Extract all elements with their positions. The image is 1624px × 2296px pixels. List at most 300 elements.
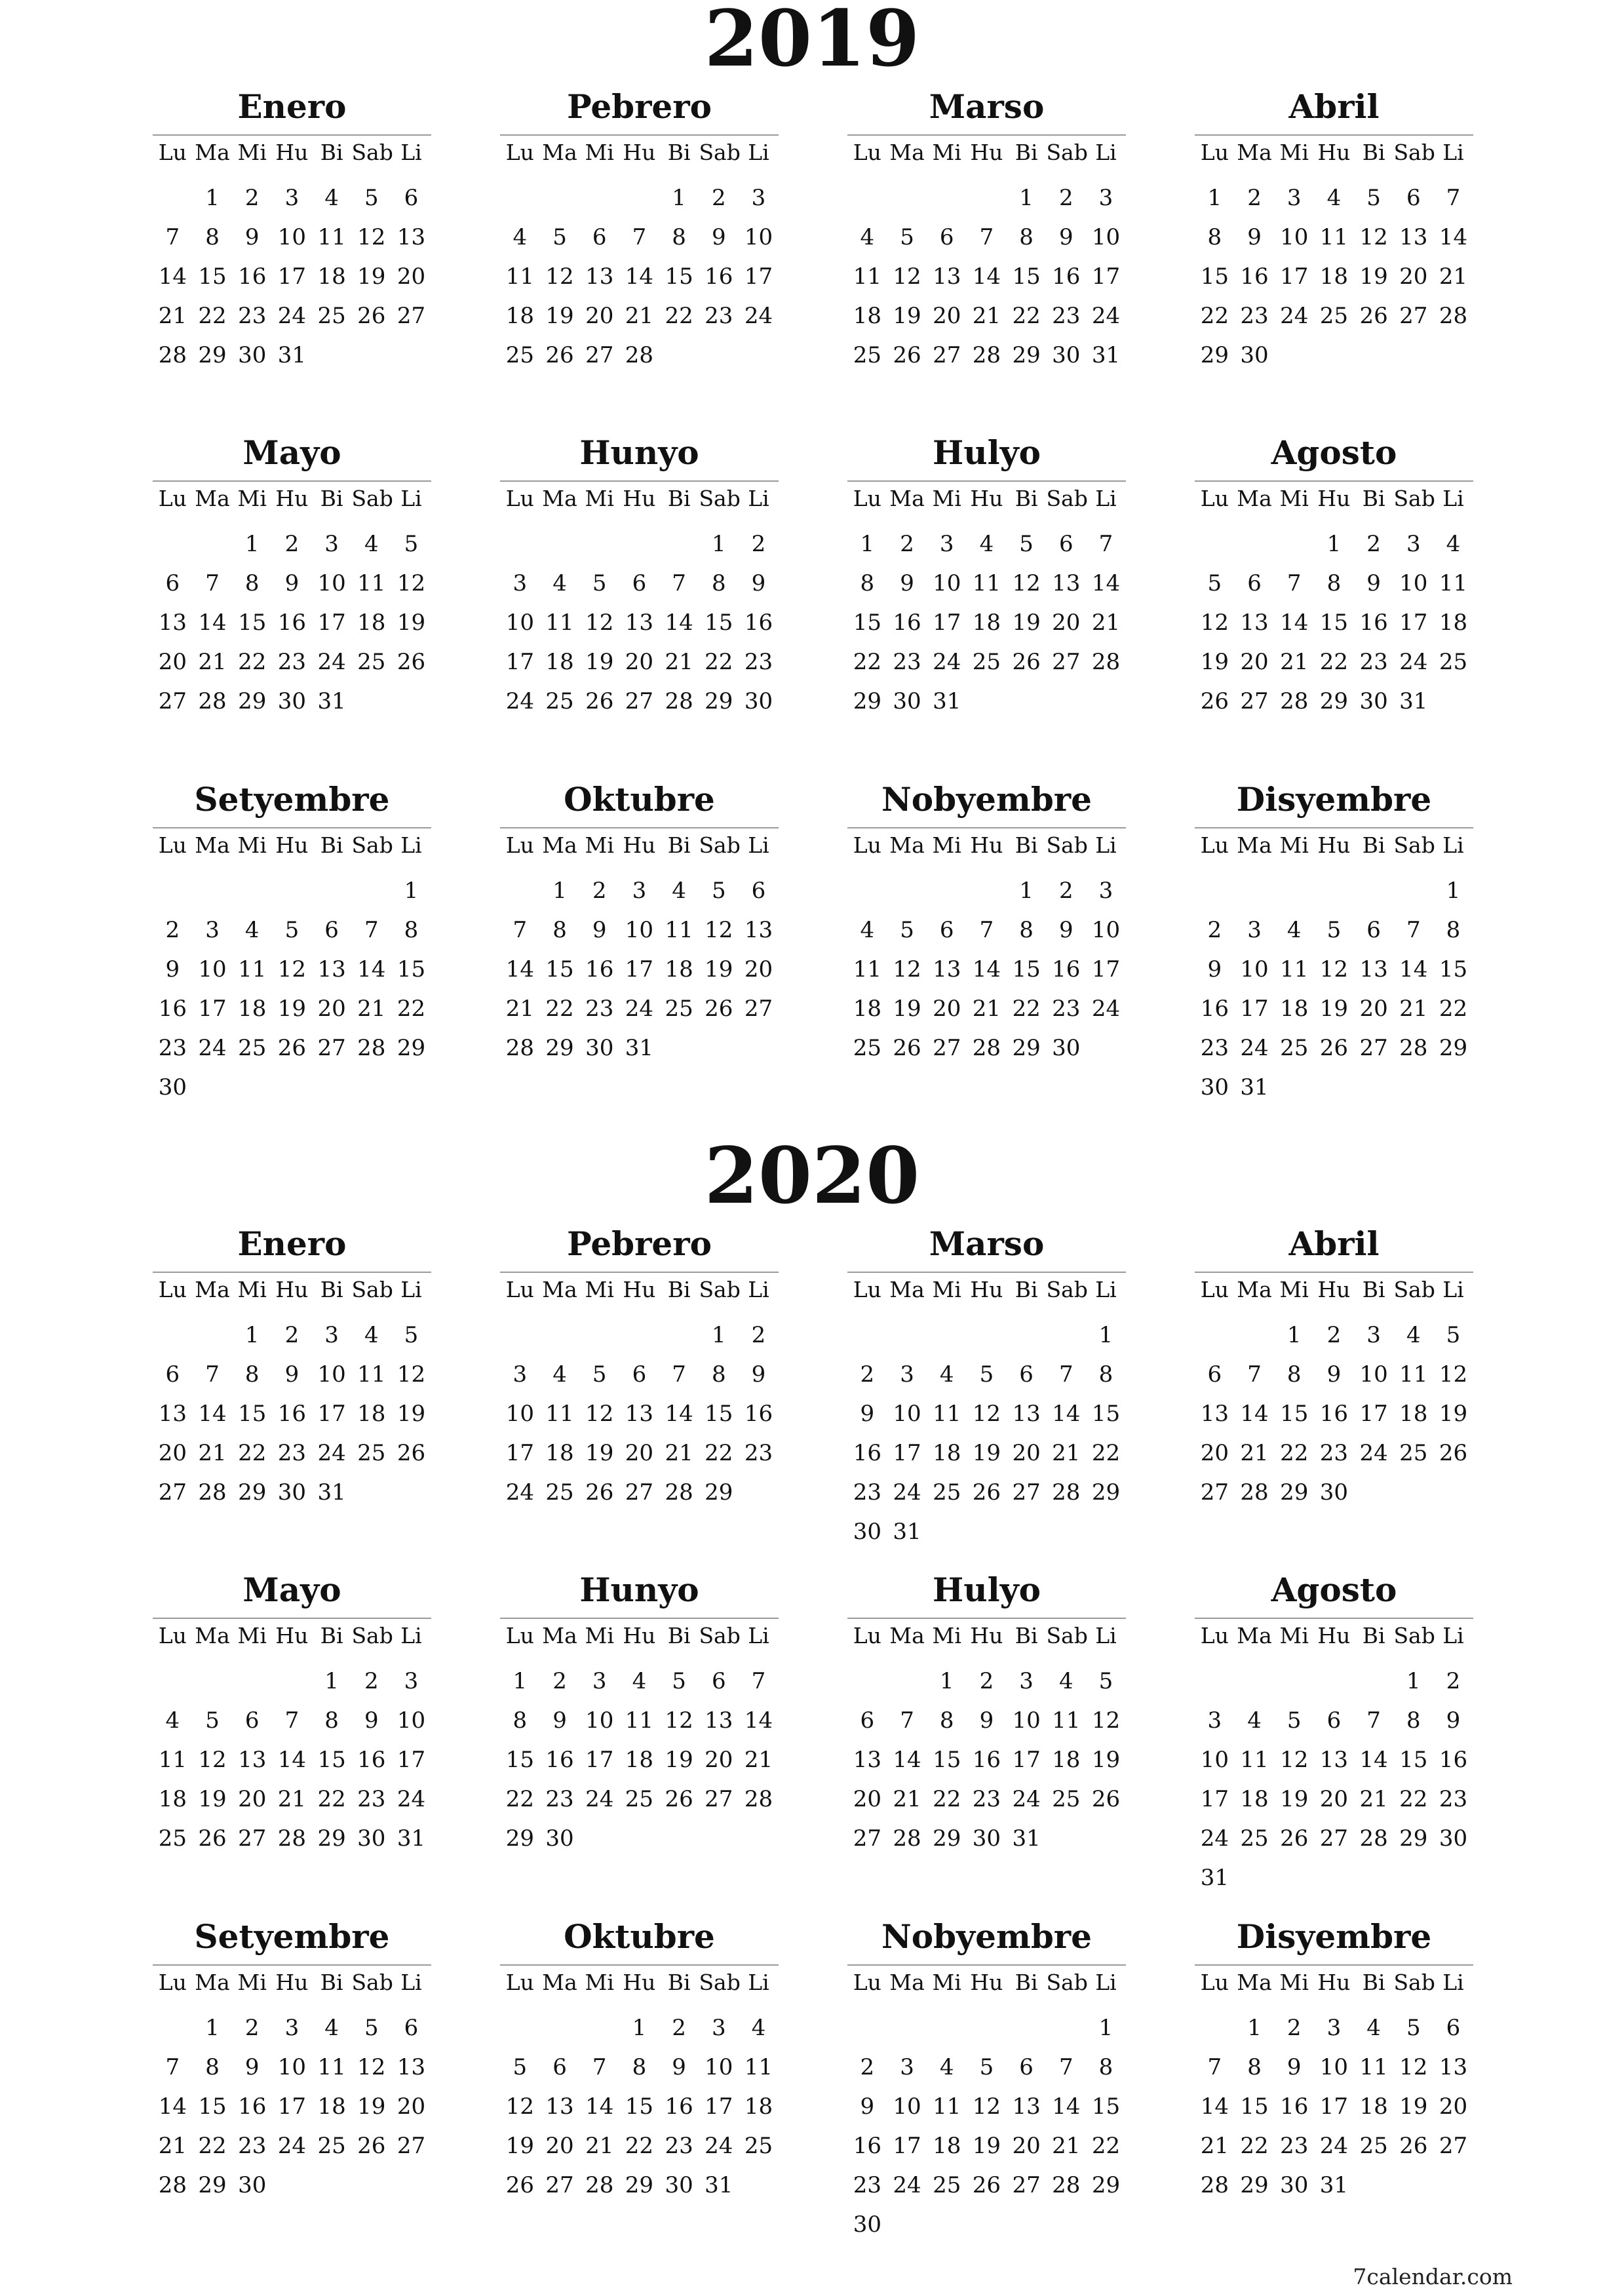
day-cell: 17: [1240, 996, 1269, 1022]
day-cell: 31: [1012, 1825, 1041, 1852]
day-cell: 10: [705, 2054, 733, 2080]
day-cell: 15: [1200, 263, 1229, 290]
month-divider: [500, 1618, 779, 1619]
day-cell: 17: [396, 1747, 426, 1773]
day-cell: 7: [165, 2054, 180, 2080]
day-cell: 19: [1319, 996, 1349, 1022]
day-cell: 22: [1319, 649, 1349, 675]
day-cell: 5: [711, 878, 726, 904]
day-cell: 22: [198, 2133, 227, 2159]
day-grid: [1195, 2008, 1473, 2205]
month-divider: [847, 134, 1126, 136]
empty-cell: [579, 2008, 619, 2048]
empty-cell: [1354, 1662, 1394, 1701]
day-cell: 8: [1019, 917, 1034, 943]
day-cell: 6: [1326, 1707, 1342, 1734]
weekday-header: Lu: [853, 486, 881, 511]
day-cell: 29: [1439, 1035, 1468, 1061]
day-cell: 23: [277, 649, 307, 675]
weekday-header: Hu: [623, 832, 656, 858]
day-cell: 16: [893, 610, 921, 636]
empty-cell: [1195, 1315, 1235, 1355]
day-cell: 19: [545, 303, 574, 329]
empty-cell: [272, 871, 312, 910]
day-cell: 10: [505, 610, 534, 636]
weekday-header: Bi: [1015, 832, 1038, 858]
day-cell: 18: [1439, 610, 1468, 636]
day-cell: 8: [205, 2054, 220, 2080]
day-cell: 24: [1012, 1786, 1041, 1812]
weekday-header: Ma: [195, 1623, 230, 1648]
day-cell: 13: [1240, 610, 1269, 636]
day-cell: 10: [625, 917, 654, 943]
day-cell: 8: [244, 570, 260, 596]
month-name: Agosto: [1271, 433, 1397, 472]
weekday-header: Mi: [585, 1623, 614, 1648]
day-cell: 2: [592, 878, 607, 904]
day-cell: 12: [357, 224, 386, 250]
day-cell: 27: [1240, 688, 1269, 714]
day-cell: 16: [744, 610, 773, 636]
day-cell: 15: [1012, 956, 1041, 983]
day-cell: 10: [893, 1401, 921, 1427]
day-cell: 8: [1326, 570, 1342, 596]
day-cell: 28: [625, 342, 654, 368]
day-cell: 27: [585, 342, 614, 368]
day-cell: 20: [744, 956, 773, 983]
day-grid: [500, 524, 779, 721]
day-cell: 16: [1280, 2093, 1309, 2120]
day-cell: 11: [1319, 224, 1349, 250]
day-cell: 24: [1200, 1825, 1229, 1852]
day-cell: 2: [364, 1668, 379, 1694]
day-cell: 31: [1200, 1865, 1229, 1891]
day-cell: 21: [1240, 1440, 1269, 1466]
weekday-header: Ma: [542, 140, 577, 165]
day-cell: 6: [939, 917, 954, 943]
day-cell: 8: [1446, 917, 1461, 943]
weekday-header: Li: [400, 1623, 422, 1648]
weekday-header-row: [847, 1277, 1126, 1303]
empty-cell: [500, 1315, 540, 1355]
day-cell: 6: [711, 1668, 726, 1694]
month-name: Disyembre: [1236, 1917, 1432, 1956]
empty-cell: [193, 524, 233, 564]
day-cell: 3: [900, 1361, 914, 1388]
day-cell: 12: [396, 570, 426, 596]
weekday-header: Mi: [585, 832, 614, 858]
day-cell: 3: [632, 878, 647, 904]
weekday-header-row: [1195, 832, 1473, 859]
day-cell: 5: [900, 917, 914, 943]
day-cell: 29: [705, 1479, 733, 1506]
day-cell: 14: [665, 610, 693, 636]
day-cell: 30: [585, 1035, 614, 1061]
day-cell: 16: [665, 2093, 693, 2120]
weekday-header: Mi: [237, 832, 267, 858]
month-divider: [500, 480, 779, 482]
day-cell: 14: [1091, 570, 1121, 596]
day-cell: 10: [1359, 1361, 1388, 1388]
day-cell: 30: [1359, 688, 1388, 714]
day-cell: 10: [277, 2054, 307, 2080]
empty-cell: [847, 1315, 887, 1355]
month-name: Setyembre: [194, 780, 390, 819]
weekday-header: Lu: [853, 140, 881, 165]
weekday-header: Li: [748, 1970, 769, 1995]
day-cell: 10: [893, 2093, 921, 2120]
day-cell: 8: [939, 1707, 954, 1734]
day-cell: 27: [1052, 649, 1081, 675]
day-cell: 6: [1247, 570, 1262, 596]
day-cell: 6: [404, 2015, 419, 2041]
day-cell: 11: [933, 2093, 961, 2120]
day-cell: 8: [632, 2054, 647, 2080]
day-cell: 15: [1091, 2093, 1121, 2120]
day-cell: 30: [893, 688, 921, 714]
weekday-header-row: [1195, 486, 1473, 512]
day-cell: 6: [1019, 2054, 1034, 2080]
day-cell: 20: [1240, 649, 1269, 675]
day-cell: 9: [1247, 224, 1262, 250]
day-cell: 27: [396, 303, 426, 329]
weekday-header: Ma: [195, 832, 230, 858]
weekday-header: Bi: [320, 1970, 343, 1995]
day-cell: 20: [705, 1747, 733, 1773]
day-cell: 29: [853, 688, 881, 714]
day-cell: 18: [933, 2133, 961, 2159]
weekday-header: Ma: [889, 486, 925, 511]
day-cell: 22: [705, 1440, 733, 1466]
empty-cell: [153, 1662, 193, 1701]
day-cell: 10: [317, 570, 346, 596]
day-cell: 12: [357, 2054, 386, 2080]
day-grid: [153, 1662, 431, 1858]
day-cell: 19: [972, 1440, 1001, 1466]
day-cell: 26: [585, 1479, 614, 1506]
day-cell: 1: [1019, 185, 1034, 211]
site-credit[interactable]: 7calendar.com: [1353, 2264, 1513, 2289]
day-cell: 15: [317, 1747, 346, 1773]
day-cell: 18: [853, 303, 881, 329]
weekday-header-row: [1195, 1623, 1473, 1649]
day-cell: 4: [512, 224, 528, 250]
weekday-header: Sab: [1046, 1277, 1088, 1302]
empty-cell: [619, 1315, 659, 1355]
day-cell: 25: [853, 1035, 881, 1061]
month-name: Marso: [929, 1224, 1045, 1263]
day-cell: 25: [1052, 1786, 1081, 1812]
day-cell: 19: [705, 956, 733, 983]
day-cell: 1: [1098, 2015, 1113, 2041]
day-cell: 6: [165, 1361, 180, 1388]
day-cell: 1: [1019, 878, 1034, 904]
day-cell: 22: [853, 649, 881, 675]
empty-cell: [579, 178, 619, 218]
day-cell: 13: [238, 1747, 267, 1773]
day-cell: 11: [1052, 1707, 1081, 1734]
day-cell: 10: [1091, 917, 1121, 943]
empty-cell: [1195, 1662, 1235, 1701]
day-cell: 25: [505, 342, 534, 368]
day-cell: 27: [158, 1479, 187, 1506]
weekday-header-row: [153, 832, 431, 859]
day-cell: 14: [972, 956, 1001, 983]
day-cell: 28: [277, 1825, 307, 1852]
day-cell: 5: [592, 1361, 607, 1388]
weekday-header-row: [1195, 1970, 1473, 1996]
weekday-header: Li: [748, 1623, 769, 1648]
day-cell: 9: [1366, 570, 1381, 596]
day-cell: 2: [1286, 2015, 1302, 2041]
weekday-header: Bi: [1015, 140, 1038, 165]
weekday-header: Ma: [195, 1970, 230, 1995]
month-divider: [847, 827, 1126, 828]
day-cell: 26: [585, 688, 614, 714]
day-cell: 5: [1406, 2015, 1421, 2041]
day-cell: 18: [357, 610, 386, 636]
day-cell: 4: [939, 1361, 954, 1388]
day-cell: 15: [1240, 2093, 1269, 2120]
day-cell: 7: [1058, 2054, 1073, 2080]
day-cell: 21: [158, 2133, 187, 2159]
day-cell: 13: [1439, 2054, 1468, 2080]
day-cell: 4: [324, 185, 339, 211]
day-cell: 11: [357, 1361, 386, 1388]
day-cell: 30: [665, 2172, 693, 2198]
day-cell: 12: [585, 610, 614, 636]
weekday-header: Bi: [667, 1623, 691, 1648]
day-cell: 7: [979, 224, 994, 250]
weekday-header: Ma: [542, 1970, 577, 1995]
day-cell: 2: [860, 2054, 875, 2080]
day-cell: 23: [1240, 303, 1269, 329]
day-cell: 5: [512, 2054, 528, 2080]
day-cell: 31: [625, 1035, 654, 1061]
day-cell: 22: [933, 1786, 961, 1812]
day-cell: 22: [198, 303, 227, 329]
weekday-header: Hu: [970, 1277, 1003, 1302]
day-cell: 5: [404, 531, 419, 557]
day-cell: 21: [198, 1440, 227, 1466]
day-cell: 6: [165, 570, 180, 596]
day-cell: 24: [705, 2133, 733, 2159]
day-cell: 29: [198, 342, 227, 368]
weekday-header: Li: [400, 140, 422, 165]
day-cell: 25: [933, 1479, 961, 1506]
day-cell: 4: [364, 1322, 379, 1348]
day-cell: 26: [505, 2172, 534, 2198]
day-cell: 10: [744, 224, 773, 250]
day-grid: [1195, 1662, 1473, 1897]
day-cell: 1: [1207, 185, 1222, 211]
weekday-header: Sab: [351, 832, 393, 858]
day-cell: 20: [238, 1786, 267, 1812]
day-cell: 29: [1319, 688, 1349, 714]
day-cell: 14: [1200, 2093, 1229, 2120]
day-cell: 17: [1200, 1786, 1229, 1812]
month-divider: [153, 480, 431, 482]
day-cell: 18: [1319, 263, 1349, 290]
day-grid: [847, 1662, 1126, 1858]
day-cell: 21: [893, 1786, 921, 1812]
empty-cell: [847, 178, 887, 218]
weekday-header: Hu: [623, 1623, 656, 1648]
weekday-header: Mi: [1279, 1277, 1309, 1302]
weekday-header: Sab: [699, 832, 741, 858]
day-cell: 2: [165, 917, 180, 943]
day-cell: 17: [317, 610, 346, 636]
month-name: Oktubre: [564, 1917, 715, 1956]
day-grid: [153, 1315, 431, 1512]
weekday-header: Sab: [699, 140, 741, 165]
day-cell: 9: [1446, 1707, 1461, 1734]
day-cell: 16: [1439, 1747, 1468, 1773]
day-cell: 25: [1280, 1035, 1309, 1061]
day-cell: 23: [238, 2133, 267, 2159]
empty-cell: [887, 1315, 927, 1355]
day-cell: 1: [672, 185, 686, 211]
weekday-header: Ma: [1237, 1970, 1272, 1995]
day-cell: 19: [396, 1401, 426, 1427]
day-cell: 20: [1319, 1786, 1349, 1812]
day-cell: 7: [979, 917, 994, 943]
weekday-header: Bi: [1362, 1277, 1385, 1302]
day-cell: 10: [396, 1707, 426, 1734]
weekday-header: Sab: [1046, 486, 1088, 511]
weekday-header: Ma: [542, 1277, 577, 1302]
day-cell: 23: [893, 649, 921, 675]
weekday-header: Lu: [1200, 140, 1229, 165]
day-cell: 3: [284, 185, 300, 211]
day-cell: 12: [893, 263, 921, 290]
day-cell: 11: [665, 917, 693, 943]
day-cell: 18: [505, 303, 534, 329]
weekday-header-row: [153, 1623, 431, 1649]
empty-cell: [887, 1662, 927, 1701]
day-cell: 6: [324, 917, 339, 943]
day-cell: 24: [317, 649, 346, 675]
day-cell: 15: [1280, 1401, 1309, 1427]
day-cell: 11: [933, 1401, 961, 1427]
day-cell: 21: [1359, 1786, 1388, 1812]
weekday-header: Ma: [195, 486, 230, 511]
day-cell: 10: [1319, 2054, 1349, 2080]
day-cell: 29: [396, 1035, 426, 1061]
day-cell: 5: [1019, 531, 1034, 557]
empty-cell: [500, 871, 540, 910]
day-cell: 21: [505, 996, 534, 1022]
day-cell: 27: [1399, 303, 1428, 329]
day-cell: 19: [357, 263, 386, 290]
day-cell: 14: [625, 263, 654, 290]
day-cell: 23: [1319, 1440, 1349, 1466]
day-cell: 23: [277, 1440, 307, 1466]
day-cell: 15: [1091, 1401, 1121, 1427]
day-cell: 13: [585, 263, 614, 290]
day-cell: 23: [1359, 649, 1388, 675]
day-cell: 4: [979, 531, 994, 557]
day-cell: 1: [860, 531, 875, 557]
month-divider: [500, 827, 779, 828]
day-cell: 16: [585, 956, 614, 983]
day-cell: 24: [317, 1440, 346, 1466]
day-cell: 21: [1052, 2133, 1081, 2159]
day-cell: 16: [277, 1401, 307, 1427]
day-cell: 4: [632, 1668, 647, 1694]
day-cell: 20: [625, 649, 654, 675]
day-cell: 20: [158, 649, 187, 675]
weekday-header: Lu: [158, 1623, 187, 1648]
day-cell: 25: [744, 2133, 773, 2159]
weekday-header: Li: [400, 486, 422, 511]
day-cell: 24: [505, 688, 534, 714]
day-cell: 21: [744, 1747, 773, 1773]
day-cell: 19: [665, 1747, 693, 1773]
month-name: Enero: [237, 1224, 347, 1263]
weekday-header: Sab: [1393, 1623, 1435, 1648]
day-cell: 19: [1091, 1747, 1121, 1773]
day-cell: 28: [1091, 649, 1121, 675]
day-cell: 11: [853, 956, 881, 983]
day-cell: 1: [1247, 2015, 1262, 2041]
day-cell: 12: [545, 263, 574, 290]
day-cell: 25: [545, 1479, 574, 1506]
day-cell: 24: [1280, 303, 1309, 329]
day-cell: 1: [632, 2015, 647, 2041]
weekday-header: Mi: [932, 1277, 961, 1302]
day-cell: 28: [972, 342, 1001, 368]
day-cell: 1: [1286, 1322, 1302, 1348]
empty-cell: [847, 1662, 887, 1701]
weekday-header: Ma: [542, 832, 577, 858]
day-cell: 15: [705, 1401, 733, 1427]
day-cell: 25: [1319, 303, 1349, 329]
day-cell: 17: [1359, 1401, 1388, 1427]
day-grid: [153, 871, 431, 1107]
day-cell: 18: [357, 1401, 386, 1427]
day-grid: [847, 1315, 1126, 1551]
day-cell: 3: [1366, 1322, 1381, 1348]
day-cell: 13: [158, 610, 187, 636]
day-cell: 17: [1280, 263, 1309, 290]
day-cell: 29: [625, 2172, 654, 2198]
day-cell: 25: [158, 1825, 187, 1852]
day-cell: 29: [317, 1825, 346, 1852]
day-cell: 11: [545, 1401, 574, 1427]
day-cell: 22: [317, 1786, 346, 1812]
weekday-header: Mi: [237, 1277, 267, 1302]
weekday-header: Li: [1442, 140, 1464, 165]
weekday-header: Mi: [932, 832, 961, 858]
weekday-header: Sab: [1393, 1970, 1435, 1995]
day-cell: 25: [238, 1035, 267, 1061]
day-cell: 9: [1326, 1361, 1342, 1388]
weekday-header: Lu: [853, 1277, 881, 1302]
weekday-header: Mi: [932, 1970, 961, 1995]
day-cell: 29: [198, 2172, 227, 2198]
weekday-header: Ma: [889, 1623, 925, 1648]
day-cell: 19: [505, 2133, 534, 2159]
day-cell: 20: [853, 1786, 881, 1812]
day-cell: 30: [158, 1074, 187, 1100]
day-cell: 4: [552, 1361, 567, 1388]
day-cell: 18: [853, 996, 881, 1022]
weekday-header: Lu: [853, 1970, 881, 1995]
day-cell: 19: [585, 649, 614, 675]
day-cell: 2: [751, 1322, 766, 1348]
month-name: Marso: [929, 87, 1045, 126]
